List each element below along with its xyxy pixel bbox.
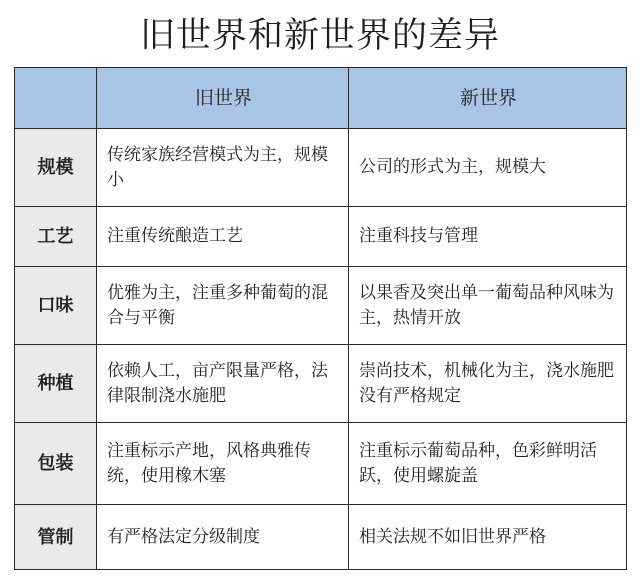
row-label: 工艺 <box>15 207 97 267</box>
table-row <box>15 505 627 570</box>
new-world-cell: 注重标示葡萄品种，色彩鲜明活跃，使用螺旋盖 <box>349 423 627 505</box>
table-header-row <box>15 68 627 129</box>
new-world-cell: 崇尚技术，机械化为主，浇水施肥没有严格规定 <box>349 345 627 423</box>
header-corner-cell <box>15 68 97 129</box>
old-world-cell: 依赖人工，亩产限量严格，法律限制浇水施肥 <box>97 345 349 423</box>
row-label: 种植 <box>15 345 97 423</box>
header-new-world: 新世界 <box>349 68 627 129</box>
old-world-cell: 注重标示产地，风格典雅传统，使用橡木塞 <box>97 423 349 505</box>
old-world-cell: 有严格法定分级制度 <box>97 505 349 570</box>
table-row <box>15 267 627 345</box>
table-row <box>15 207 627 267</box>
old-world-cell: 注重传统酿造工艺 <box>97 207 349 267</box>
row-label: 管制 <box>15 505 97 570</box>
row-label: 规模 <box>15 129 97 207</box>
table-row <box>15 423 627 505</box>
page-title: 旧世界和新世界的差异 <box>139 16 500 56</box>
comparison-table <box>14 67 627 570</box>
new-world-cell: 公司的形式为主，规模大 <box>349 129 627 207</box>
table-row <box>15 345 627 423</box>
row-label: 口味 <box>15 267 97 345</box>
new-world-cell: 相关法规不如旧世界严格 <box>349 505 627 570</box>
new-world-cell: 以果香及突出单一葡萄品种风味为主，热情开放 <box>349 267 627 345</box>
row-label: 包装 <box>15 423 97 505</box>
old-world-cell: 优雅为主，注重多种葡萄的混合与平衡 <box>97 267 349 345</box>
header-old-world: 旧世界 <box>97 68 349 129</box>
table-row <box>15 129 627 207</box>
new-world-cell: 注重科技与管理 <box>349 207 627 267</box>
old-world-cell: 传统家族经营模式为主，规模小 <box>97 129 349 207</box>
